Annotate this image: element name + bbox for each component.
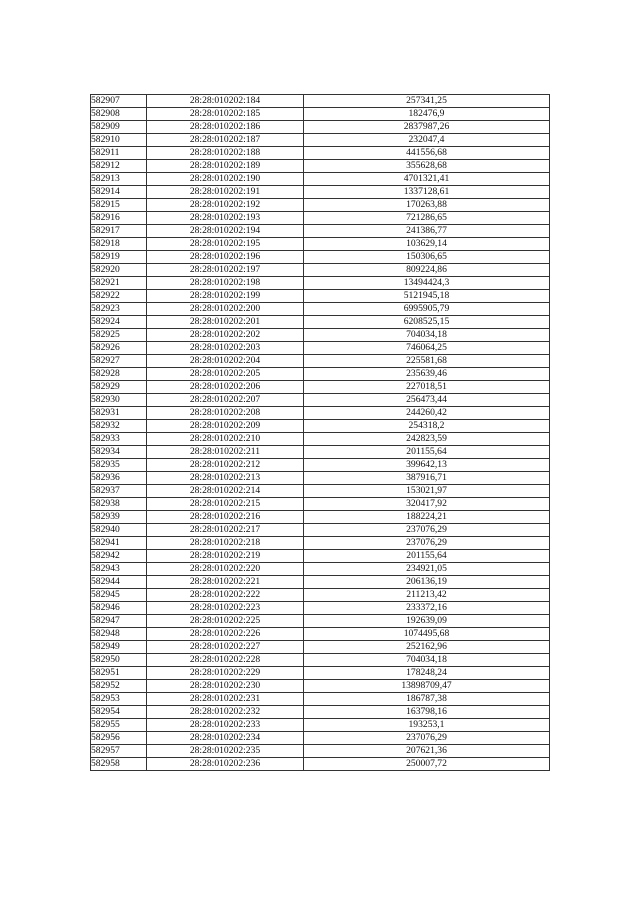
table-row bbox=[91, 121, 550, 134]
cadastral-number-cell: 28:28:010202:230 bbox=[147, 680, 304, 693]
table-row bbox=[91, 576, 550, 589]
row-number-cell: 582909 bbox=[91, 121, 147, 134]
cadastral-number-cell: 28:28:010202:186 bbox=[147, 121, 304, 134]
table-row bbox=[91, 355, 550, 368]
value-cell: 153021,97 bbox=[304, 485, 550, 498]
table-row bbox=[91, 212, 550, 225]
cadastral-number-cell: 28:28:010202:209 bbox=[147, 420, 304, 433]
cadastral-number-cell: 28:28:010202:234 bbox=[147, 732, 304, 745]
value-cell: 254318,2 bbox=[304, 420, 550, 433]
cadastral-number-cell: 28:28:010202:222 bbox=[147, 589, 304, 602]
cadastral-number-cell: 28:28:010202:188 bbox=[147, 147, 304, 160]
value-cell: 225581,68 bbox=[304, 355, 550, 368]
value-cell: 233372,16 bbox=[304, 602, 550, 615]
value-cell: 207621,36 bbox=[304, 745, 550, 758]
value-cell: 201155,64 bbox=[304, 446, 550, 459]
value-cell: 250007,72 bbox=[304, 758, 550, 771]
value-cell: 237076,29 bbox=[304, 537, 550, 550]
table-row bbox=[91, 264, 550, 277]
table-row bbox=[91, 537, 550, 550]
table-row bbox=[91, 589, 550, 602]
value-cell: 4701321,41 bbox=[304, 173, 550, 186]
table-row bbox=[91, 433, 550, 446]
cadastral-number-cell: 28:28:010202:203 bbox=[147, 342, 304, 355]
cadastral-number-cell: 28:28:010202:225 bbox=[147, 615, 304, 628]
table-row bbox=[91, 381, 550, 394]
row-number-cell: 582950 bbox=[91, 654, 147, 667]
cadastral-number-cell: 28:28:010202:202 bbox=[147, 329, 304, 342]
cadastral-number-cell: 28:28:010202:205 bbox=[147, 368, 304, 381]
value-cell: 256473,44 bbox=[304, 394, 550, 407]
value-cell: 387916,71 bbox=[304, 472, 550, 485]
table-row bbox=[91, 316, 550, 329]
table-row bbox=[91, 199, 550, 212]
table-row bbox=[91, 680, 550, 693]
row-number-cell: 582957 bbox=[91, 745, 147, 758]
row-number-cell: 582924 bbox=[91, 316, 147, 329]
table-row bbox=[91, 706, 550, 719]
value-cell: 5121945,18 bbox=[304, 290, 550, 303]
value-cell: 257341,25 bbox=[304, 95, 550, 108]
value-cell: 211213,42 bbox=[304, 589, 550, 602]
value-cell: 704034,18 bbox=[304, 654, 550, 667]
cadastral-number-cell: 28:28:010202:229 bbox=[147, 667, 304, 680]
cadastral-number-cell: 28:28:010202:204 bbox=[147, 355, 304, 368]
cadastral-number-cell: 28:28:010202:191 bbox=[147, 186, 304, 199]
cadastral-number-cell: 28:28:010202:184 bbox=[147, 95, 304, 108]
cadastral-number-cell: 28:28:010202:210 bbox=[147, 433, 304, 446]
cadastral-number-cell: 28:28:010202:235 bbox=[147, 745, 304, 758]
table-row bbox=[91, 277, 550, 290]
row-number-cell: 582935 bbox=[91, 459, 147, 472]
cadastral-number-cell: 28:28:010202:194 bbox=[147, 225, 304, 238]
table-row bbox=[91, 342, 550, 355]
table-row bbox=[91, 147, 550, 160]
cadastral-number-cell: 28:28:010202:215 bbox=[147, 498, 304, 511]
table-row bbox=[91, 745, 550, 758]
table-row bbox=[91, 173, 550, 186]
value-cell: 1337128,61 bbox=[304, 186, 550, 199]
cadastral-number-cell: 28:28:010202:223 bbox=[147, 602, 304, 615]
table-body bbox=[91, 95, 550, 771]
value-cell: 399642,13 bbox=[304, 459, 550, 472]
row-number-cell: 582908 bbox=[91, 108, 147, 121]
value-cell: 13898709,47 bbox=[304, 680, 550, 693]
cadastral-number-cell: 28:28:010202:189 bbox=[147, 160, 304, 173]
row-number-cell: 582912 bbox=[91, 160, 147, 173]
row-number-cell: 582953 bbox=[91, 693, 147, 706]
row-number-cell: 582916 bbox=[91, 212, 147, 225]
table-row bbox=[91, 394, 550, 407]
table-row bbox=[91, 368, 550, 381]
value-cell: 150306,65 bbox=[304, 251, 550, 264]
cadastral-number-cell: 28:28:010202:208 bbox=[147, 407, 304, 420]
value-cell: 188224,21 bbox=[304, 511, 550, 524]
row-number-cell: 582951 bbox=[91, 667, 147, 680]
table-row bbox=[91, 186, 550, 199]
table-row bbox=[91, 446, 550, 459]
cadastral-number-cell: 28:28:010202:192 bbox=[147, 199, 304, 212]
value-cell: 201155,64 bbox=[304, 550, 550, 563]
cadastral-number-cell: 28:28:010202:221 bbox=[147, 576, 304, 589]
value-cell: 6995905,79 bbox=[304, 303, 550, 316]
value-cell: 163798,16 bbox=[304, 706, 550, 719]
table-row bbox=[91, 654, 550, 667]
row-number-cell: 582914 bbox=[91, 186, 147, 199]
row-number-cell: 582907 bbox=[91, 95, 147, 108]
value-cell: 441556,68 bbox=[304, 147, 550, 160]
cadastral-number-cell: 28:28:010202:214 bbox=[147, 485, 304, 498]
row-number-cell: 582929 bbox=[91, 381, 147, 394]
table-row bbox=[91, 225, 550, 238]
value-cell: 241386,77 bbox=[304, 225, 550, 238]
row-number-cell: 582911 bbox=[91, 147, 147, 160]
row-number-cell: 582945 bbox=[91, 589, 147, 602]
table-row bbox=[91, 160, 550, 173]
row-number-cell: 582920 bbox=[91, 264, 147, 277]
value-cell: 244260,42 bbox=[304, 407, 550, 420]
cadastral-number-cell: 28:28:010202:193 bbox=[147, 212, 304, 225]
table-row bbox=[91, 524, 550, 537]
cadastral-number-cell: 28:28:010202:213 bbox=[147, 472, 304, 485]
table-row bbox=[91, 719, 550, 732]
cadastral-number-cell: 28:28:010202:196 bbox=[147, 251, 304, 264]
cadastral-number-cell: 28:28:010202:228 bbox=[147, 654, 304, 667]
row-number-cell: 582925 bbox=[91, 329, 147, 342]
value-cell: 232047,4 bbox=[304, 134, 550, 147]
row-number-cell: 582915 bbox=[91, 199, 147, 212]
row-number-cell: 582919 bbox=[91, 251, 147, 264]
value-cell: 2837987,26 bbox=[304, 121, 550, 134]
value-cell: 242823,59 bbox=[304, 433, 550, 446]
row-number-cell: 582926 bbox=[91, 342, 147, 355]
row-number-cell: 582913 bbox=[91, 173, 147, 186]
value-cell: 182476,9 bbox=[304, 108, 550, 121]
cadastral-number-cell: 28:28:010202:198 bbox=[147, 277, 304, 290]
value-cell: 704034,18 bbox=[304, 329, 550, 342]
row-number-cell: 582927 bbox=[91, 355, 147, 368]
value-cell: 1074495,68 bbox=[304, 628, 550, 641]
table-row bbox=[91, 693, 550, 706]
row-number-cell: 582931 bbox=[91, 407, 147, 420]
table-row bbox=[91, 303, 550, 316]
row-number-cell: 582947 bbox=[91, 615, 147, 628]
value-cell: 234921,05 bbox=[304, 563, 550, 576]
table-row bbox=[91, 472, 550, 485]
row-number-cell: 582910 bbox=[91, 134, 147, 147]
value-cell: 320417,92 bbox=[304, 498, 550, 511]
table-row bbox=[91, 550, 550, 563]
cadastral-number-cell: 28:28:010202:220 bbox=[147, 563, 304, 576]
row-number-cell: 582934 bbox=[91, 446, 147, 459]
cadastral-number-cell: 28:28:010202:232 bbox=[147, 706, 304, 719]
row-number-cell: 582930 bbox=[91, 394, 147, 407]
cadastral-number-cell: 28:28:010202:219 bbox=[147, 550, 304, 563]
row-number-cell: 582932 bbox=[91, 420, 147, 433]
value-cell: 6208525,15 bbox=[304, 316, 550, 329]
value-cell: 237076,29 bbox=[304, 524, 550, 537]
row-number-cell: 582952 bbox=[91, 680, 147, 693]
table-row bbox=[91, 641, 550, 654]
cadastral-number-cell: 28:28:010202:197 bbox=[147, 264, 304, 277]
row-number-cell: 582943 bbox=[91, 563, 147, 576]
value-cell: 170263,88 bbox=[304, 199, 550, 212]
cadastral-number-cell: 28:28:010202:226 bbox=[147, 628, 304, 641]
table-row bbox=[91, 329, 550, 342]
value-cell: 186787,38 bbox=[304, 693, 550, 706]
table-row bbox=[91, 732, 550, 745]
row-number-cell: 582922 bbox=[91, 290, 147, 303]
table-row bbox=[91, 95, 550, 108]
row-number-cell: 582946 bbox=[91, 602, 147, 615]
cadastral-number-cell: 28:28:010202:227 bbox=[147, 641, 304, 654]
table-row bbox=[91, 615, 550, 628]
cadastral-number-cell: 28:28:010202:217 bbox=[147, 524, 304, 537]
value-cell: 235639,46 bbox=[304, 368, 550, 381]
row-number-cell: 582958 bbox=[91, 758, 147, 771]
table-row bbox=[91, 134, 550, 147]
table-row bbox=[91, 563, 550, 576]
row-number-cell: 582936 bbox=[91, 472, 147, 485]
row-number-cell: 582944 bbox=[91, 576, 147, 589]
cadastral-number-cell: 28:28:010202:236 bbox=[147, 758, 304, 771]
table-row bbox=[91, 407, 550, 420]
row-number-cell: 582940 bbox=[91, 524, 147, 537]
table-row bbox=[91, 420, 550, 433]
cadastral-number-cell: 28:28:010202:233 bbox=[147, 719, 304, 732]
value-cell: 227018,51 bbox=[304, 381, 550, 394]
row-number-cell: 582949 bbox=[91, 641, 147, 654]
row-number-cell: 582928 bbox=[91, 368, 147, 381]
cadastral-number-cell: 28:28:010202:185 bbox=[147, 108, 304, 121]
value-cell: 252162,96 bbox=[304, 641, 550, 654]
cadastral-number-cell: 28:28:010202:212 bbox=[147, 459, 304, 472]
cadastral-number-cell: 28:28:010202:195 bbox=[147, 238, 304, 251]
cadastral-number-cell: 28:28:010202:211 bbox=[147, 446, 304, 459]
cadastral-number-cell: 28:28:010202:199 bbox=[147, 290, 304, 303]
cadastral-number-cell: 28:28:010202:216 bbox=[147, 511, 304, 524]
table-row bbox=[91, 290, 550, 303]
row-number-cell: 582948 bbox=[91, 628, 147, 641]
row-number-cell: 582954 bbox=[91, 706, 147, 719]
table-row bbox=[91, 667, 550, 680]
table-row bbox=[91, 251, 550, 264]
cadastral-number-cell: 28:28:010202:218 bbox=[147, 537, 304, 550]
value-cell: 355628,68 bbox=[304, 160, 550, 173]
table-row bbox=[91, 459, 550, 472]
value-cell: 13494424,3 bbox=[304, 277, 550, 290]
cadastral-number-cell: 28:28:010202:187 bbox=[147, 134, 304, 147]
cadastral-number-cell: 28:28:010202:201 bbox=[147, 316, 304, 329]
row-number-cell: 582921 bbox=[91, 277, 147, 290]
cadastral-number-cell: 28:28:010202:207 bbox=[147, 394, 304, 407]
table-row bbox=[91, 628, 550, 641]
row-number-cell: 582955 bbox=[91, 719, 147, 732]
row-number-cell: 582917 bbox=[91, 225, 147, 238]
table-row bbox=[91, 498, 550, 511]
row-number-cell: 582923 bbox=[91, 303, 147, 316]
row-number-cell: 582937 bbox=[91, 485, 147, 498]
value-cell: 193253,1 bbox=[304, 719, 550, 732]
cadastral-value-table bbox=[90, 94, 550, 771]
cadastral-number-cell: 28:28:010202:206 bbox=[147, 381, 304, 394]
table-row bbox=[91, 602, 550, 615]
row-number-cell: 582939 bbox=[91, 511, 147, 524]
row-number-cell: 582938 bbox=[91, 498, 147, 511]
value-cell: 746064,25 bbox=[304, 342, 550, 355]
value-cell: 178248,24 bbox=[304, 667, 550, 680]
row-number-cell: 582956 bbox=[91, 732, 147, 745]
table-row bbox=[91, 758, 550, 771]
value-cell: 721286,65 bbox=[304, 212, 550, 225]
cadastral-number-cell: 28:28:010202:231 bbox=[147, 693, 304, 706]
value-cell: 809224,86 bbox=[304, 264, 550, 277]
table-row bbox=[91, 108, 550, 121]
cadastral-number-cell: 28:28:010202:200 bbox=[147, 303, 304, 316]
table-row bbox=[91, 511, 550, 524]
value-cell: 103629,14 bbox=[304, 238, 550, 251]
value-cell: 237076,29 bbox=[304, 732, 550, 745]
table-row bbox=[91, 238, 550, 251]
row-number-cell: 582918 bbox=[91, 238, 147, 251]
value-cell: 192639,09 bbox=[304, 615, 550, 628]
row-number-cell: 582942 bbox=[91, 550, 147, 563]
row-number-cell: 582933 bbox=[91, 433, 147, 446]
cadastral-number-cell: 28:28:010202:190 bbox=[147, 173, 304, 186]
row-number-cell: 582941 bbox=[91, 537, 147, 550]
table-row bbox=[91, 485, 550, 498]
value-cell: 206136,19 bbox=[304, 576, 550, 589]
